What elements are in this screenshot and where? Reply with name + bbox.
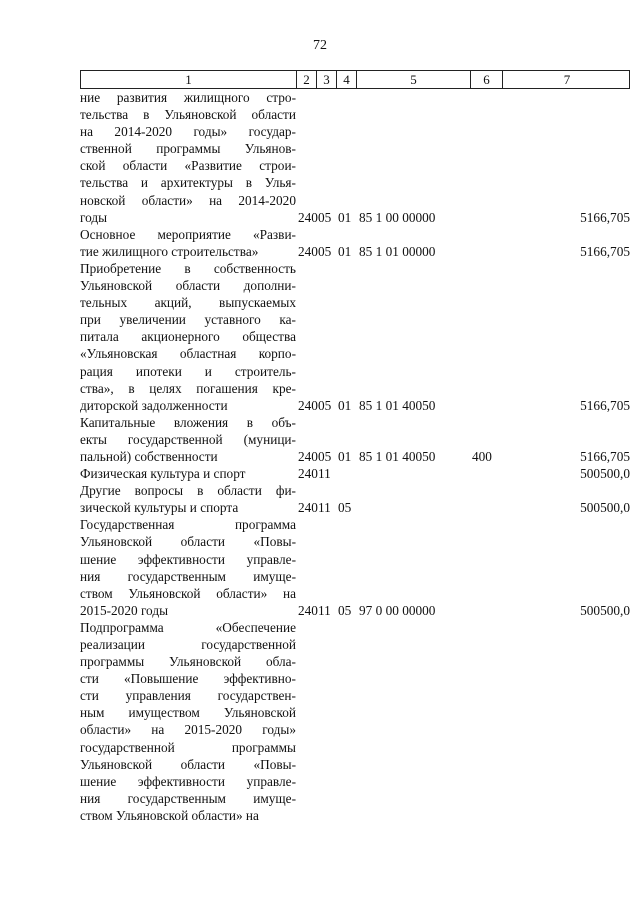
word: Ульяновской — [168, 654, 242, 670]
word: в — [184, 260, 191, 276]
word: на — [209, 192, 223, 208]
page-number: 72 — [313, 38, 327, 53]
row-name-line — [80, 739, 296, 756]
word: ние — [80, 90, 101, 105]
code-rz: 05 — [318, 448, 332, 464]
code-gr: 240 — [298, 397, 318, 413]
code-pr: 01 — [338, 397, 352, 413]
word: вопросы — [134, 483, 184, 499]
word: государственной — [127, 431, 223, 447]
row-name-line — [80, 431, 296, 448]
word: эффективно- — [223, 671, 296, 687]
amount: 500500,0 — [580, 602, 630, 618]
word: управле- — [246, 773, 296, 789]
row-name — [80, 482, 296, 516]
word: тельства — [80, 107, 129, 123]
word: Ульянов- — [244, 141, 296, 157]
word: рация — [80, 363, 113, 379]
word: сти — [80, 688, 99, 704]
amount: 500500,0 — [580, 466, 630, 482]
word: в — [143, 107, 150, 123]
code-csr: 85 1 01 00000 — [359, 243, 436, 259]
table-row — [80, 414, 630, 465]
code-pr: 01 — [338, 209, 352, 225]
word: выпускаемых — [219, 295, 296, 311]
word: Ульяновской — [164, 107, 237, 123]
word: области» — [141, 192, 193, 208]
word: эффективности — [137, 551, 225, 567]
word: сти — [80, 671, 99, 687]
row-name-line — [80, 721, 296, 738]
word: шение — [80, 551, 117, 567]
word: годы» — [262, 722, 296, 738]
code-gr: 240 — [298, 466, 318, 482]
code-rz: 11 — [318, 466, 331, 482]
row-name-line — [80, 226, 296, 243]
word: «Ульяновская — [80, 346, 158, 362]
code-vr: 400 — [472, 448, 492, 464]
word: новской — [80, 192, 126, 208]
amount: 5166,705 — [580, 209, 630, 225]
word: и — [140, 175, 149, 191]
word: ства», — [80, 380, 114, 396]
word: области» — [216, 585, 268, 601]
word: Ульяновской — [128, 585, 201, 601]
code-csr: 85 1 01 40050 — [359, 397, 436, 413]
row-name-line — [80, 328, 296, 345]
table-body — [80, 89, 630, 824]
word: Другие — [80, 483, 121, 499]
row-name — [80, 465, 296, 482]
row-name-line — [80, 636, 296, 653]
amount: 5166,705 — [580, 397, 630, 413]
row-name-line — [80, 89, 296, 106]
code-rz: 05 — [318, 243, 332, 259]
word: екты — [80, 431, 107, 447]
word: государствен- — [217, 688, 296, 704]
word: 2014-2020 — [238, 192, 296, 208]
word: области — [180, 756, 226, 772]
code-csr: 97 0 00 00000 — [359, 602, 436, 618]
row-name-line — [80, 790, 296, 807]
word: области — [217, 483, 262, 499]
word: акций, — [154, 295, 192, 311]
word: «Повышение — [124, 671, 199, 687]
word: ния — [80, 568, 101, 584]
header-col-1: 1 — [81, 71, 297, 88]
word: жилищного — [183, 90, 250, 105]
word: имуществом — [128, 705, 200, 721]
word: программы — [80, 654, 145, 670]
code-gr: 240 — [298, 500, 318, 516]
code-csr: 85 1 01 40050 — [359, 448, 436, 464]
table-row — [80, 89, 630, 226]
row-name-line — [80, 619, 296, 636]
word: программа — [234, 517, 296, 533]
word: управле- — [246, 551, 296, 567]
row-name — [80, 89, 296, 226]
row-name-line — [80, 551, 296, 568]
word: уставного — [204, 312, 261, 328]
word: ственной — [80, 141, 132, 157]
word: ния — [80, 790, 101, 806]
row-name — [80, 516, 296, 619]
word: Приобретение — [80, 260, 162, 276]
word: питала — [80, 329, 119, 345]
word: общества — [242, 329, 296, 345]
table-row — [80, 619, 630, 824]
row-name-line — [80, 704, 296, 721]
header-col-7: 7 — [563, 72, 571, 87]
row-name-line — [80, 414, 296, 431]
row-name-line — [80, 670, 296, 687]
code-rz: 05 — [318, 209, 332, 225]
word: «Развитие — [184, 158, 242, 174]
code-pr: 01 — [338, 243, 352, 259]
row-name — [80, 619, 296, 824]
row-name-line — [80, 294, 296, 311]
word: 2014-2020 — [114, 124, 173, 140]
row-name — [80, 226, 296, 260]
row-name-line — [80, 363, 296, 380]
word: и — [204, 363, 212, 379]
word: в — [245, 175, 253, 191]
word: имуще- — [253, 790, 296, 806]
table-row — [80, 260, 630, 414]
row-name-line: 2015-2020 годы — [80, 602, 169, 618]
row-name-line — [80, 311, 296, 328]
word: фи- — [275, 483, 296, 499]
word: строи- — [259, 158, 296, 174]
word: государственной — [201, 637, 296, 652]
word: объ- — [271, 414, 296, 430]
table-row — [80, 465, 630, 482]
word: эффективности — [137, 773, 225, 789]
code-rz: 11 — [318, 602, 331, 618]
word: 2015-2020 — [184, 722, 243, 738]
word: Ульяновской — [80, 278, 153, 294]
word: стро- — [266, 90, 296, 105]
header-col-5: 5 — [357, 71, 471, 88]
code-gr: 240 — [298, 448, 318, 464]
code-rz: 05 — [318, 397, 332, 413]
word: целях — [149, 380, 182, 396]
table-row — [80, 516, 630, 619]
word: программы — [231, 739, 296, 755]
row-name-line: годы — [80, 209, 108, 225]
row-name-line: Физическая культура и спорт — [80, 466, 246, 482]
word: Ульяновской — [223, 705, 296, 721]
word: в — [197, 483, 204, 499]
row-name-line — [80, 533, 296, 550]
row-name-line — [80, 277, 296, 294]
word: области — [175, 278, 221, 294]
header-col-4: 4 — [337, 71, 357, 88]
row-name-line — [80, 192, 296, 209]
word: (муници- — [243, 431, 296, 447]
word: на — [151, 722, 165, 738]
code-gr: 240 — [298, 602, 318, 618]
table-header — [80, 70, 630, 89]
word: Ульяновской — [80, 756, 153, 772]
word: ипотеки — [135, 363, 182, 379]
word: Улья- — [264, 175, 296, 191]
row-name-line — [80, 345, 296, 362]
word: государственной — [80, 739, 175, 755]
word: вложения — [173, 414, 229, 430]
row-name-line: зической культуры и спорта — [80, 500, 239, 516]
word: на — [80, 124, 94, 140]
word: собственность — [213, 260, 296, 276]
word: области — [180, 534, 226, 550]
row-name-line — [80, 174, 296, 191]
word: «Обеспечение — [215, 619, 296, 635]
word: государственным — [127, 790, 226, 806]
table-row — [80, 226, 630, 260]
word: тельства — [80, 175, 129, 191]
code-csr: 85 1 00 00000 — [359, 209, 436, 225]
code-gr: 240 — [298, 209, 318, 225]
row-name-line — [80, 123, 296, 140]
code-pr: 05 — [338, 500, 352, 516]
row-name — [80, 414, 296, 465]
header-col-2: 2 — [297, 71, 317, 88]
word: имуще- — [253, 568, 296, 584]
header-col-3: 3 — [317, 71, 337, 88]
word: области — [251, 107, 296, 123]
row-name-line — [80, 140, 296, 157]
word: акционерного — [141, 329, 220, 345]
word: мероприятие — [157, 226, 231, 242]
header-col-6: 6 — [471, 71, 503, 88]
word: в — [128, 380, 135, 396]
row-name-line — [80, 585, 296, 602]
word: областная — [179, 346, 237, 362]
word: Ульяновской — [80, 534, 153, 550]
word: «Повы- — [253, 756, 296, 772]
word: строитель- — [234, 363, 296, 379]
code-pr: 01 — [338, 448, 352, 464]
word: дополни- — [243, 278, 296, 294]
row-name-line — [80, 687, 296, 704]
word: Государственная — [80, 517, 175, 533]
row-name-line — [80, 653, 296, 670]
row-name-line: ством Ульяновской области» на — [80, 807, 259, 823]
code-rz: 11 — [318, 500, 331, 516]
word: погашения — [196, 380, 258, 396]
word: управления — [125, 688, 191, 704]
code-gr: 240 — [298, 243, 318, 259]
word: развития — [116, 90, 168, 105]
row-name-line: пальной) собственности — [80, 448, 218, 464]
code-pr: 05 — [338, 602, 352, 618]
amount: 5166,705 — [580, 243, 630, 259]
word: шение — [80, 773, 117, 789]
row-name-line — [80, 260, 296, 277]
row-name-line — [80, 568, 296, 585]
row-name-line: тие жилищного строительства» — [80, 243, 259, 259]
budget-table — [80, 70, 630, 824]
word: Основное — [80, 226, 136, 242]
word: ка- — [279, 312, 296, 328]
word: ством — [80, 585, 113, 601]
word: области» — [80, 722, 132, 738]
word: корпо- — [258, 346, 296, 362]
word: годы» — [193, 124, 228, 140]
amount: 5166,705 — [580, 448, 630, 464]
row-name-line — [80, 756, 296, 773]
row-name-line — [80, 773, 296, 790]
word: Подпрограмма — [80, 619, 164, 635]
row-name-line — [80, 157, 296, 174]
word: государственным — [127, 568, 226, 584]
row-name-line — [80, 106, 296, 123]
word: увеличении — [119, 312, 186, 328]
row-name-line — [80, 482, 296, 499]
word: программы — [156, 141, 221, 157]
word: в — [246, 414, 254, 430]
word: Капитальные — [80, 414, 156, 430]
word: тельных — [80, 295, 128, 311]
row-name-line — [80, 380, 296, 397]
row-name — [80, 260, 296, 414]
word: архитектуры — [160, 175, 233, 191]
word: реализации — [80, 637, 145, 652]
word: на — [282, 585, 296, 601]
amount: 500500,0 — [580, 500, 630, 516]
word: ным — [80, 705, 105, 721]
word: государ- — [248, 124, 296, 140]
word: области — [122, 158, 168, 174]
word: кре- — [272, 380, 296, 396]
word: ской — [80, 158, 106, 174]
row-name-line — [80, 516, 296, 533]
word: при — [80, 312, 101, 328]
table-row — [80, 482, 630, 516]
word: «Разви- — [252, 226, 296, 242]
row-name-line: диторской задолженности — [80, 397, 228, 413]
word: обла- — [265, 654, 296, 670]
word: «Повы- — [253, 534, 296, 550]
